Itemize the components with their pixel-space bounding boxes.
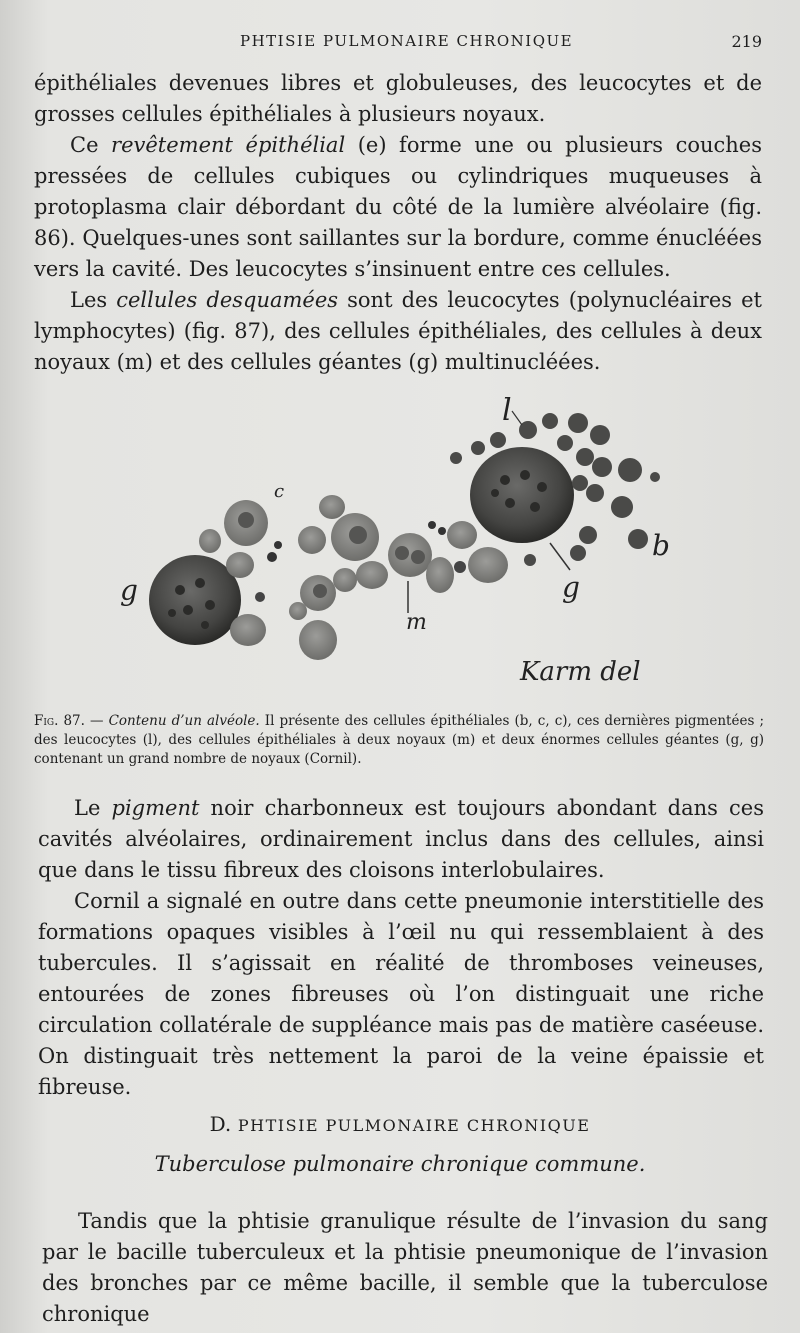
paragraph-text: sont des leucocytes (polynucléaires et lymphocytes) (fig. 87), des cellules épithéliales, des cellules à deux noyaux (m) et des cellules géantes (g) multinucléées. bbox=[34, 288, 762, 374]
cell bbox=[426, 557, 454, 593]
paragraph-text: Les bbox=[70, 288, 117, 312]
text-block-middle bbox=[38, 793, 764, 1103]
caption-text: Il présente des cellules épithéliales (b, c, c), ces dernières pigmentées ; des leucocytes (l), des cellules épithéliales à deux noyaux (m) et deux énormes cellules géantes (g, g) contenant un grand nombre de noyaux (Cornil). bbox=[34, 713, 764, 767]
paragraph-text: (e) forme une ou plusieurs couches pressées de cellules cubiques ou cylindriques muqueuses à protoplasma clair débordant du côté de la lumière alvéolaire (fig. 86). Quelques-unes sont saillantes sur la bordure, comme énucléées vers la cavité. Des leucocytes s’insinuent entre ces cellules. bbox=[34, 133, 763, 281]
label-l: l bbox=[502, 393, 512, 428]
paragraph-desquamated-cells bbox=[34, 285, 762, 378]
cell bbox=[388, 533, 432, 577]
paragraph-text: Cornil a signalé en outre dans cette pneumonie interstitielle des formations opaques visibles à l’œil nu qui ressemblaient à des tubercules. Il s’agissait en réalité de thromboses veineuses, entourées de zones fibreuses où l’on distinguait une riche circulation collatérale de suppléance mais pas de matière caséeuse. On distinguait très nettement la paroi de la veine épaissie et fibreuse. bbox=[38, 889, 764, 1099]
cell bbox=[319, 495, 345, 519]
paragraph-text: Tandis que la phtisie granulique résulte de l’invasion du sang par le bacille tuberculeux et la phtisie pneumonique de l’invasion des bronches par ce même bacille, il semble que la tuberculose chronique bbox=[42, 1209, 768, 1326]
cell bbox=[199, 529, 221, 553]
cell bbox=[289, 602, 307, 620]
emphasis-text: cellules desquamées bbox=[116, 288, 339, 312]
cell bbox=[298, 526, 326, 554]
cell bbox=[230, 614, 266, 646]
cell bbox=[468, 547, 508, 583]
paragraph-pigment bbox=[38, 793, 764, 886]
cell bbox=[299, 620, 337, 660]
label-c: c bbox=[274, 481, 285, 502]
paragraph-cornil bbox=[38, 886, 764, 1103]
paragraph-tandis bbox=[42, 1206, 768, 1330]
label-b: b bbox=[652, 529, 670, 562]
figure-alveolus-illustration bbox=[110, 385, 690, 695]
caption-title: Contenu d’un alvéole. bbox=[108, 713, 260, 729]
cell bbox=[226, 552, 254, 578]
page-number: 219 bbox=[731, 32, 762, 51]
figure-caption bbox=[34, 712, 764, 769]
paragraph-text: noir charbonneux est toujours abondant dans ces cavités alvéolaires, ordinairement inclus dans des cellules, ainsi que dans le tissu fibreux des cloisons interlobulaires. bbox=[38, 796, 764, 882]
text-block-bottom bbox=[42, 1206, 768, 1330]
emphasis-text: pigment bbox=[111, 796, 200, 820]
paragraph-text: Ce bbox=[70, 133, 112, 157]
emphasis-text: revêtement épithélial bbox=[111, 133, 346, 157]
caption-number: Fig. 87. — bbox=[34, 713, 109, 729]
cell bbox=[356, 561, 388, 589]
giant-cell-right bbox=[470, 447, 574, 543]
section-letter: D. bbox=[209, 1112, 232, 1136]
artist-signature: Karm del bbox=[520, 657, 641, 687]
section-title: PHTISIE PULMONAIRE CHRONIQUE bbox=[237, 1116, 591, 1135]
label-g-right: g bbox=[562, 571, 580, 604]
cell bbox=[447, 521, 477, 549]
paragraph-continuation bbox=[34, 68, 762, 130]
paragraph-text: épithéliales devenues libres et globuleuses, des leucocytes et de grosses cellules épithéliales à plusieurs noyaux. bbox=[34, 71, 762, 126]
cell bbox=[333, 568, 357, 592]
label-g-left: g bbox=[120, 574, 138, 607]
section-subtitle: Tuberculose pulmonaire chronique commune. bbox=[154, 1152, 646, 1176]
paragraph-text: Le bbox=[74, 796, 112, 820]
section-heading bbox=[0, 1112, 800, 1136]
running-title: PHTISIE PULMONAIRE CHRONIQUE bbox=[240, 32, 574, 50]
running-head bbox=[0, 32, 800, 54]
text-block-top bbox=[34, 68, 762, 378]
paragraph-epithelial-lining bbox=[34, 130, 762, 285]
cell-drawing bbox=[110, 385, 690, 695]
label-m: m bbox=[406, 610, 427, 635]
